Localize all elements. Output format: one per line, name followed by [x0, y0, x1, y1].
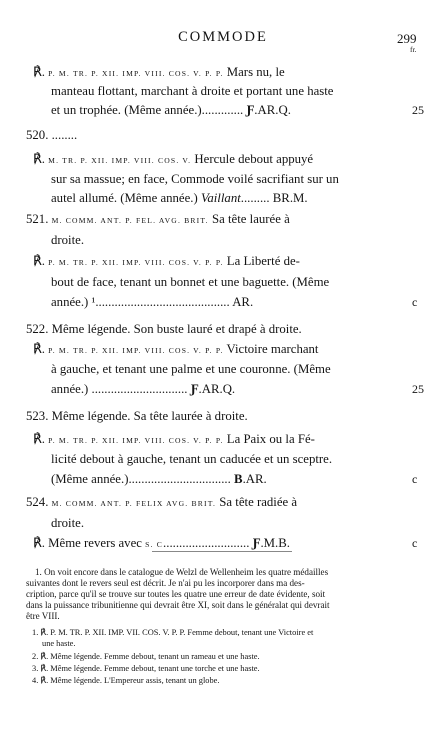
valuation-mark: c	[412, 295, 418, 309]
entry-line	[51, 380, 235, 398]
running-title: COMMODE	[178, 29, 268, 45]
footnote-line: cription, parce qu'il se trouve sur toutes les quatre une erreur de date évidente, soit	[26, 589, 326, 599]
entry-line	[26, 320, 302, 338]
entry-line	[51, 450, 332, 468]
footnote-line: suivantes dont le revers seul est décrit. Je n'ai pu les incorporer dans ma des-	[26, 578, 305, 588]
entry-line	[51, 101, 291, 119]
coin-legend: P. M. TR. P. XII. IMP. VIII. COS. V. P. P.	[48, 258, 224, 267]
footnote-item: une haste.	[42, 639, 76, 648]
text-run: Sa tête laurée à	[208, 212, 290, 226]
coin-legend: M. TR. P. XII. IMP. VIII. COS. V.	[48, 156, 192, 165]
entry-line	[26, 493, 297, 513]
text-run: (Même année.)................................	[51, 472, 235, 486]
text-run: Hercule debout appuyé	[191, 152, 314, 166]
valuation-mark: c	[412, 472, 418, 486]
text-run: .AR.Q.	[198, 382, 236, 396]
entry-line	[51, 273, 329, 291]
entry-line	[51, 470, 267, 488]
text-run: 523. Même légende. Sa tête laurée à droite.	[26, 409, 248, 423]
text-run: 520. ........	[26, 128, 78, 142]
text-run: La Paix ou la Fé-	[223, 432, 315, 446]
rarity-mark: Ƒ	[252, 536, 261, 550]
coin-legend: P. M. TR. P. XII. IMP. VIII. COS. V. P. P.	[48, 436, 224, 445]
text-run: droite.	[51, 233, 85, 247]
text-run: ℟.	[33, 65, 49, 79]
footnote-item: 4. ℟. Même légende. L'Empereur assis, tenant un globe.	[32, 676, 220, 685]
entry-line	[33, 340, 318, 360]
text-run: licité debout à gauche, tenant un caducée et un sceptre.	[51, 452, 333, 466]
entry-line	[51, 170, 339, 188]
text-run: à gauche, et tenant une palme et une couronne. (Même	[51, 362, 331, 376]
entry-line	[33, 252, 300, 272]
text-run: sur sa massue; en face, Commode voilé sacrifiant sur un	[51, 172, 339, 186]
text-run: 522. Même légende. Son buste lauré et drapé à droite.	[26, 322, 302, 336]
text-run: ...........................	[163, 536, 253, 550]
rarity-mark: Ƒ	[246, 103, 255, 117]
valuation-mark: c	[412, 536, 418, 550]
entry-line	[51, 293, 253, 311]
footnote-item: 1. ℟. P. M. TR. P. XII. IMP. VII. COS. V. P. P. Femme debout, tenant une Victoire et	[32, 628, 314, 637]
entry-line	[26, 407, 248, 425]
text-run: ℟.	[33, 152, 49, 166]
text-run: et un trophée. (Même année.).............	[51, 103, 247, 117]
rarity-mark: Ƒ	[190, 382, 199, 396]
entry-line	[33, 63, 285, 83]
entry-line	[26, 210, 290, 230]
entry-line	[26, 126, 77, 144]
text-run: année.) ..............................	[51, 382, 191, 396]
footnote-line: 1. On voit encore dans le catalogue de Welzl de Wellenheim les quatre médailles	[35, 567, 329, 577]
text-run: Mars nu, le	[223, 65, 285, 79]
entry-line	[33, 150, 313, 170]
text-run: ℟.	[33, 254, 49, 268]
text-run: ......... BR.M.	[240, 191, 308, 205]
text-run: 524.	[26, 495, 52, 509]
valuation-mark: 25	[412, 382, 424, 396]
text-run: bout de face, tenant un bonnet et une baguette. (Même	[51, 275, 330, 289]
entry-line	[33, 430, 315, 450]
text-run: .AR.	[242, 472, 267, 486]
text-run: Sa tête radiée à	[216, 495, 298, 509]
text-run: La Liberté de-	[223, 254, 300, 268]
entry-line	[51, 514, 84, 532]
entry-line	[51, 231, 84, 249]
entry-line	[51, 189, 308, 207]
margin-note: fr.	[410, 45, 417, 54]
text-run: ℟.	[33, 342, 49, 356]
coin-legend: S. C	[145, 540, 164, 549]
text-run: année.) ¹.......................................... AR.	[51, 295, 254, 309]
text-run: manteau flottant, marchant à droite et portant une haste	[51, 84, 334, 98]
text-run: ℟.	[33, 432, 49, 446]
text-run: 521.	[26, 212, 52, 226]
rarity-mark: B	[234, 472, 243, 486]
footnote-line: dans la puissance tribunitienne qui devrait être XI, soit dans le généralat qui devrait	[26, 600, 330, 610]
valuation-mark: 25	[412, 103, 424, 117]
footnote-separator	[152, 551, 292, 552]
text-run: ℟. Même revers avec	[33, 536, 146, 550]
text-run: Victoire marchant	[223, 342, 319, 356]
footnote-item: 3. ℟. Même légende. Femme debout, tenant une torche et une haste.	[32, 664, 260, 673]
text-run: .M.B.	[260, 536, 290, 550]
page-number: 299	[397, 31, 417, 46]
footnote-item: 2. ℟. Même légende. Femme debout, tenant un rameau et une haste.	[32, 652, 260, 661]
coin-legend: M. COMM. ANT. P. FELIX AVG. BRIT.	[51, 499, 217, 508]
coin-legend: P. M. TR. P. XII. IMP. VIII. COS. V. P. P.	[48, 346, 224, 355]
footnote-line: être VIII.	[26, 611, 60, 621]
text-run: droite.	[51, 516, 85, 530]
text-run: Vaillant	[200, 191, 241, 205]
entry-line	[51, 82, 334, 100]
text-run: autel allumé. (Même année.)	[51, 191, 201, 205]
text-run: .AR.Q.	[254, 103, 291, 117]
coin-legend: P. M. TR. P. XII. IMP. VIII. COS. V. P. P.	[48, 69, 224, 78]
entry-line	[51, 360, 331, 378]
coin-legend: M. COMM. ANT. P. FEL. AVG. BRIT.	[51, 216, 209, 225]
